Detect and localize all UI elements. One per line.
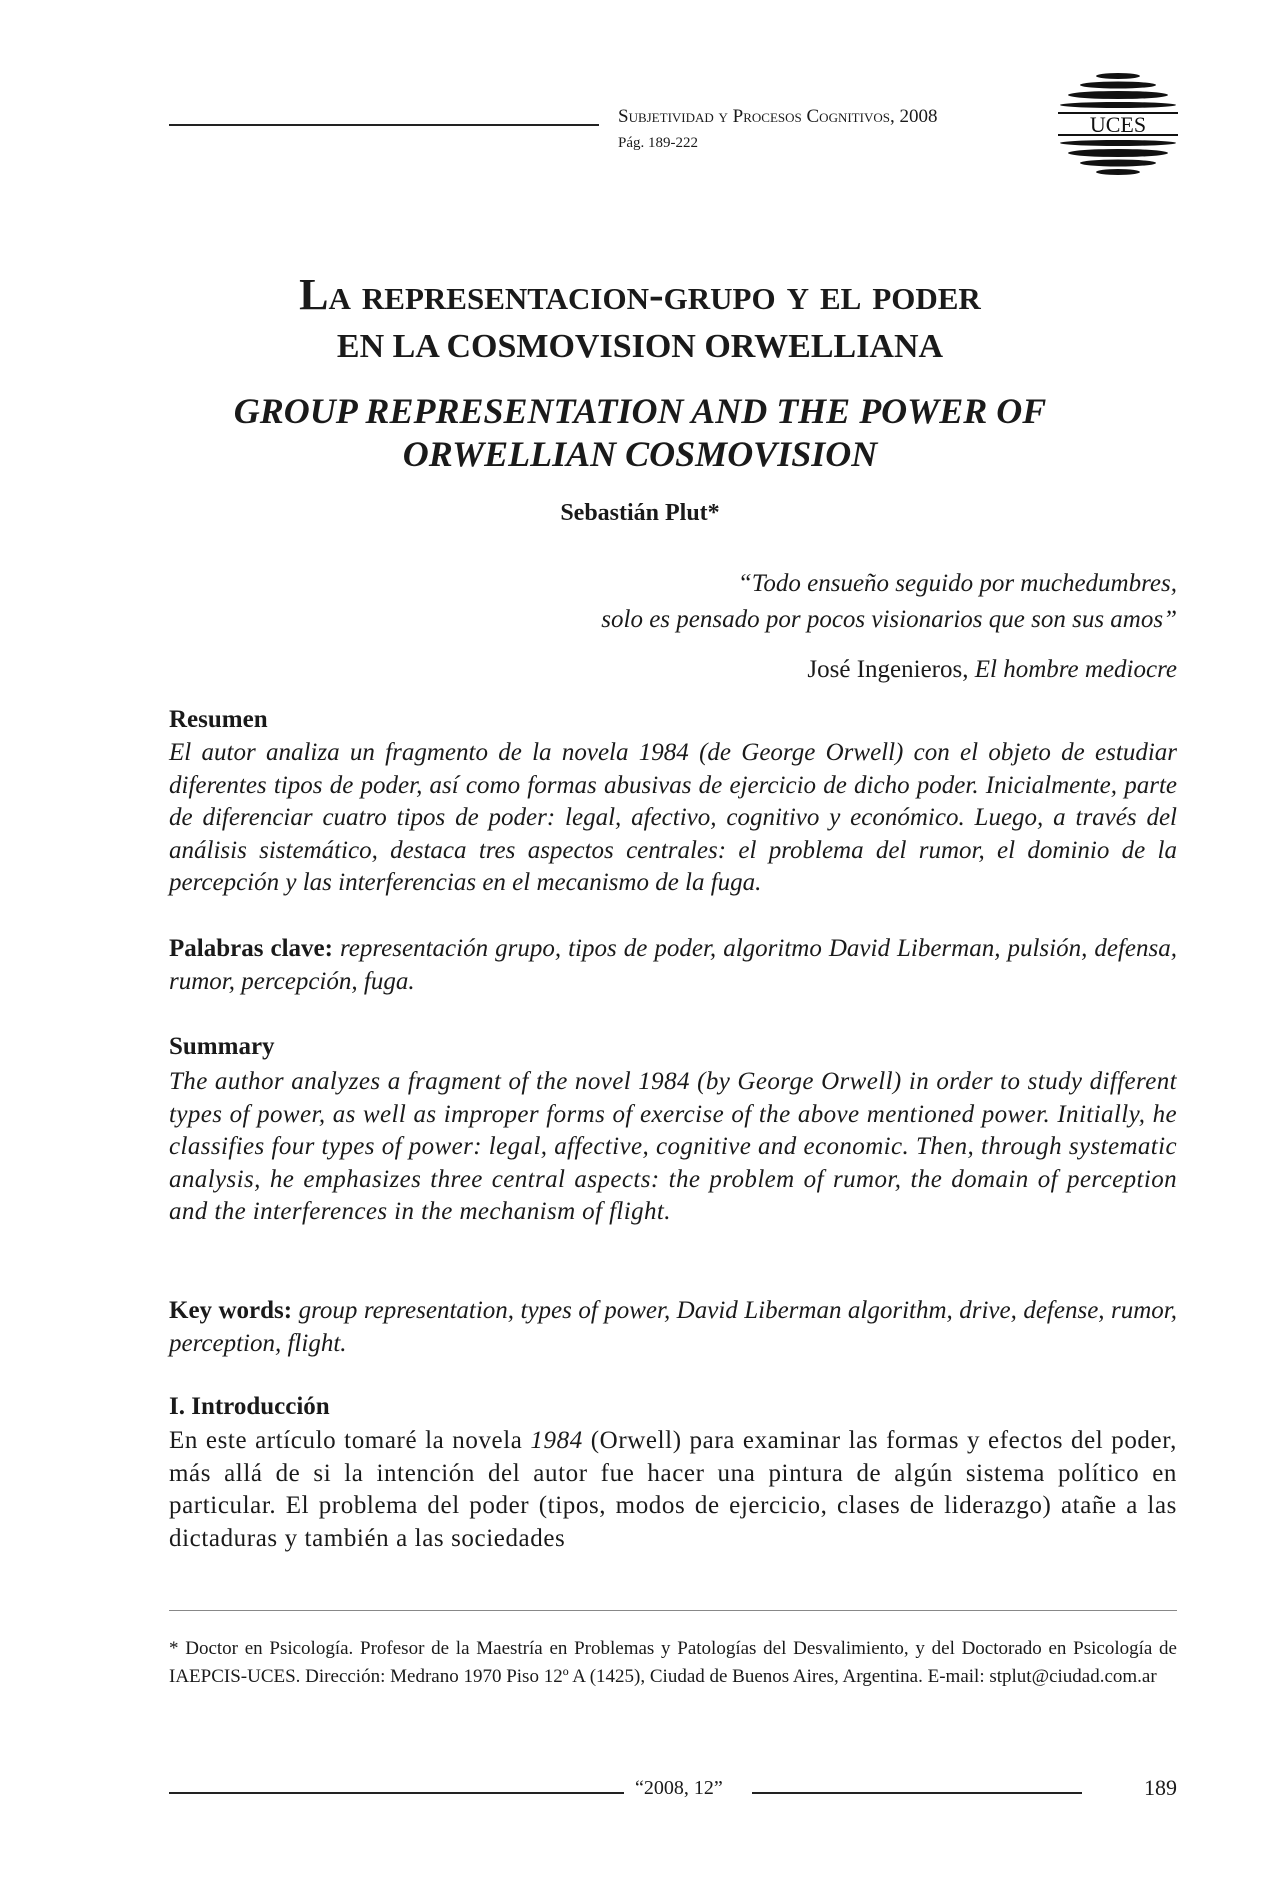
title-en-line2: ORWELLIAN COSMOVISION <box>402 434 878 474</box>
page-number: 189 <box>1144 1775 1177 1800</box>
summary-text: The author analyzes a fragment of the novel 1984 (by George Orwell) in order to study different types of power, as well as improper forms of exercise of the above mentioned power. Initially, he classifies four types of power: legal, affective, cognitive and economic. Then, through systematic analysis, he emphasizes three central aspects: the problem of rumor, the domain of perception and the interferences in the mechanism of flight. <box>169 1068 1177 1225</box>
author: Sebastián Plut* <box>560 500 720 526</box>
svg-text:UCES: UCES <box>1089 112 1147 137</box>
keywords: group representation, types of power, David Liberman algorithm, drive, defense, rumor, perception, flight. <box>169 1297 1177 1357</box>
intro-text-part: (Orwell) para examinar las formas y efectos del poder, más allá de si la intención del autor fue hacer una pintura de algún sistema político en particular. El problema del poder (tipos, modos de ejercicio, clases de liderazgo) atañe a las dictaduras y también a las sociedades <box>169 1427 1178 1552</box>
title-es-line2: EN LA COSMOVISION ORWELLIANA <box>336 328 944 365</box>
footer-rule-right <box>752 1792 1082 1794</box>
footnote: * Doctor en Psicología. Profesor de la Maestría en Problemas y Patologías del Desvalimiento, y del Doctorado en Psicología de IAEPCIS-UCES. Dirección: Medrano 1970 Piso 12º A (1425), Ciudad de Buenos Aires, Argentina. E-mail: stplut@ciudad.com.ar <box>169 1638 1177 1687</box>
footnote-rule <box>169 1610 1177 1611</box>
epigraph-line2: solo es pensado por pocos visionarios que son sus amos” <box>601 606 1177 633</box>
keywords-label: Palabras clave: <box>169 935 340 962</box>
issue: “2008, 12” <box>635 1777 723 1799</box>
uces-logo <box>1058 70 1178 178</box>
intro-text <box>169 1425 1177 1555</box>
footer-rule-left <box>169 1792 624 1794</box>
resumen-text: El autor analiza un fragmento de la novela 1984 (de George Orwell) con el objeto de estudiar diferentes tipos de poder, así como formas abusivas de ejercicio de dicho poder. Inicialmente, parte de diferenciar cuatro tipos de poder: legal, afectivo, cognitivo y económico. Luego, a través del análisis sistemático, destaca tres aspectos centrales: el problema del rumor, el dominio de la percepción y las interferencias en el mecanismo de la fuga. <box>169 739 1177 896</box>
epigraph-attribution <box>807 656 1177 684</box>
journal-name: Subjetividad y Procesos Cognitivos, 2008 <box>618 106 938 127</box>
epigraph-work: El hombre mediocre <box>974 656 1177 683</box>
intro-text-part: En este artículo tomaré la novela <box>169 1427 531 1454</box>
epigraph-line1: “Todo ensueño seguido por muchedumbres, <box>737 570 1177 597</box>
header-rule <box>169 124 599 126</box>
resumen-heading: Resumen <box>169 706 268 733</box>
summary-heading: Summary <box>169 1033 275 1060</box>
intro-heading: I. Introducción <box>169 1393 330 1420</box>
keywords-label: Key words: <box>169 1297 299 1324</box>
keywords: representación grupo, tipos de poder, algoritmo David Liberman, pulsión, defensa, rumor, percepción, fuga. <box>169 935 1177 995</box>
title-en-line1: GROUP REPRESENTATION AND THE POWER OF <box>233 391 1047 431</box>
novel-title: 1984 <box>530 1427 583 1454</box>
summary-keywords <box>169 1295 1177 1360</box>
epigraph-author: José Ingenieros, <box>807 656 975 683</box>
title-es-line1: La representacion-grupo y el poder <box>299 270 981 319</box>
page-range: Pág. 189-222 <box>618 135 698 151</box>
resumen-keywords <box>169 933 1177 998</box>
